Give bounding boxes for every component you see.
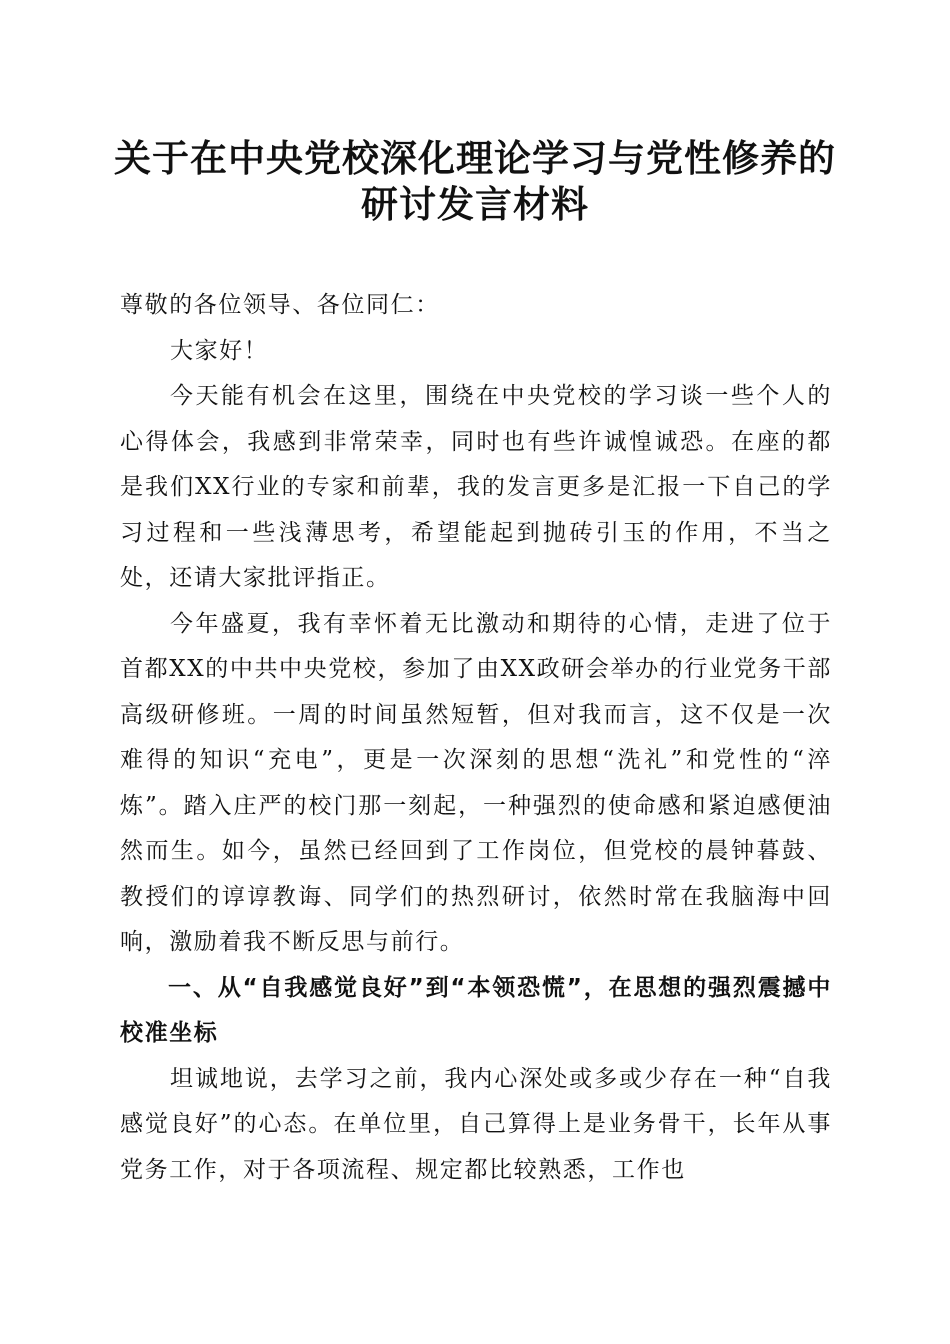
salutation: 尊敬的各位领导、各位同仁： — [120, 292, 440, 318]
paragraph-summer-study: 今年盛夏，我有幸怀着无比激动和期待的心情，走进了位于首都XX的中共中央党校，参加了由XX政研会举办的行业党务干部高级研修班。一周的时间虽然短暂，但对我而言，这不仅是一次难得的知识“充电”，更是一次深刻的思想“洗礼”和党性的“淬炼”。踏入庄严的校门那一刻起，一种强烈的使命感和紧迫感便油然而生。如今，虽然已经回到了工作岗位，但党校的晨钟暮鼓、教授们的谆谆教诲、同学们的热烈研讨，依然时常在我脑海中回响，激励着我不断反思与前行。 — [120, 610, 832, 955]
greeting: 大家好！ — [170, 337, 269, 364]
document-title: 关于在中央党校深化理论学习与党性修养的研讨发言材料 — [114, 136, 836, 226]
section-heading-1: 一、从“自我感觉良好”到“本领恐慌”，在思想的强烈震撼中校准坐标 — [120, 974, 832, 1046]
section-1-paragraph: 坦诚地说，去学习之前，我内心深处或多或少存在一种“自我感觉良好”的心态。在单位里，自己算得上是业务骨干，长年从事党务工作，对于各项流程、规定都比较熟悉，工作也 — [120, 1065, 832, 1183]
document-body — [120, 283, 832, 1193]
paragraph-intro: 今天能有机会在这里，围绕在中央党校的学习谈一些个人的心得体会，我感到非常荣幸，同时也有些许诚惶诚恐。在座的都是我们XX行业的专家和前辈，我的发言更多是汇报一下自己的学习过程和一些浅薄思考，希望能起到抛砖引玉的作用，不当之处，还请大家批评指正。 — [120, 383, 832, 591]
